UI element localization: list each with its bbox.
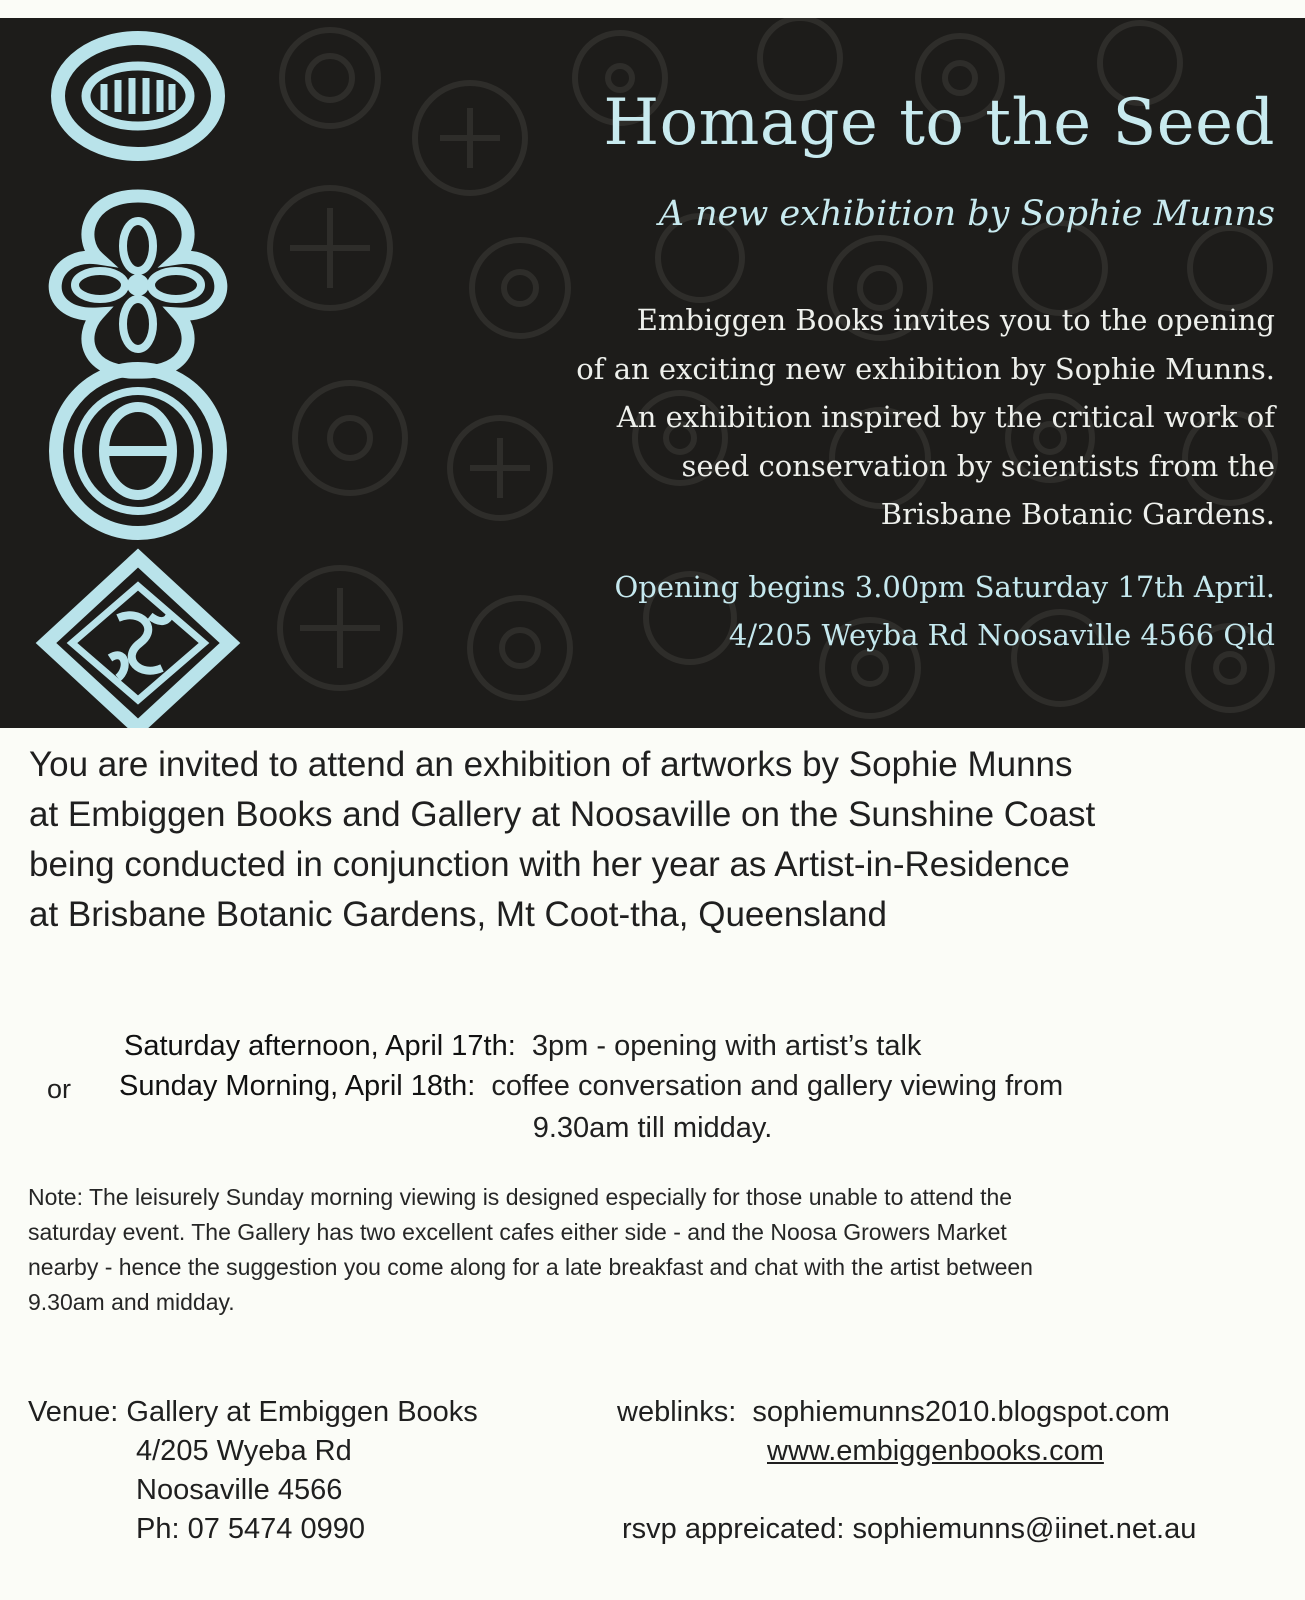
- saturday-session: [124, 1030, 921, 1063]
- opening-details: [375, 563, 1275, 659]
- note-line: 9.30am and midday.: [28, 1289, 235, 1315]
- blog-link[interactable]: sophiemunns2010.blogspot.com: [752, 1396, 1170, 1428]
- oval-seed-icon: [58, 38, 218, 154]
- web-links: [617, 1393, 1257, 1549]
- intro-line: at Embiggen Books and Gallery at Noosaville on the Sunshine Coast: [29, 795, 1096, 834]
- venue-address-line1: 4/205 Wyeba Rd: [136, 1435, 352, 1467]
- note-paragraph: [28, 1180, 1278, 1320]
- or-label: or: [47, 1074, 72, 1104]
- invitation-paragraph: [375, 296, 1275, 539]
- exhibition-banner: [0, 18, 1305, 728]
- diamond-seed-icon: [46, 558, 230, 728]
- weblinks-label: weblinks:: [617, 1396, 737, 1428]
- intro-line: being conducted in conjunction with her year as Artist-in-Residence: [29, 845, 1070, 884]
- intro-line: at Brisbane Botanic Gardens, Mt Coot-tha, Queensland: [29, 895, 887, 934]
- venue-name-row: [28, 1393, 478, 1432]
- note-line: Note: The leisurely Sunday morning viewing is designed especially for those unable to attend the: [28, 1184, 1013, 1210]
- venue-label: Venue:: [28, 1396, 119, 1428]
- invitation-line: Embiggen Books invites you to the opening: [636, 303, 1275, 337]
- invitation-line: of an exciting new exhibition by Sophie Munns.: [576, 351, 1275, 386]
- venue-phone: Ph: 07 5474 0990: [136, 1513, 365, 1545]
- venue-name: Gallery at Embiggen Books: [126, 1396, 478, 1428]
- sunday-label: Sunday Morning, April 18th:: [119, 1070, 476, 1102]
- saturday-label: Saturday afternoon, April 17th:: [124, 1030, 516, 1062]
- flower-seed-icon: [55, 196, 221, 372]
- blog-link-row: [617, 1393, 1257, 1432]
- rsvp-row: [617, 1510, 1257, 1549]
- note-line: nearby - hence the suggestion you come along for a late breakfast and chat with the artist between: [28, 1254, 1033, 1280]
- saturday-detail: 3pm - opening with artist’s talk: [531, 1030, 922, 1062]
- sunday-detail-continued: 9.30am till midday.: [532, 1112, 773, 1144]
- invitation-line: An exhibition inspired by the critical work of: [616, 400, 1275, 434]
- venue-address-line2: Noosaville 4566: [136, 1474, 343, 1506]
- venue-details: [28, 1393, 478, 1549]
- opening-address: 4/205 Weyba Rd Noosaville 4566 Qld: [728, 618, 1275, 652]
- exhibition-subtitle: A new exhibition by Sophie Munns: [658, 194, 1275, 234]
- note-line: saturday event. The Gallery has two excellent cafes either side - and the Noosa Growers Market: [28, 1219, 1007, 1245]
- exhibition-title: Homage to the Seed: [603, 86, 1275, 160]
- rsvp-label: rsvp appreicated:: [622, 1513, 845, 1545]
- intro-paragraph: [29, 740, 1279, 940]
- rsvp-email-link[interactable]: sophiemunns@iinet.net.au: [852, 1513, 1197, 1545]
- seed-stamp-column: [0, 18, 260, 728]
- invitation-line: seed conservation by scientists from the: [681, 448, 1275, 483]
- sunday-session: [119, 1070, 1063, 1103]
- website-link[interactable]: www.embiggenbooks.com: [767, 1435, 1104, 1467]
- intro-line: You are invited to attend an exhibition of artworks by Sophie Munns: [29, 745, 1073, 784]
- opening-time: Opening begins 3.00pm Saturday 17th April.: [614, 570, 1275, 604]
- sunday-detail: coffee conversation and gallery viewing from: [491, 1070, 1064, 1102]
- divided-seed-icon: [56, 369, 220, 533]
- invitation-line: Brisbane Botanic Gardens.: [880, 497, 1275, 531]
